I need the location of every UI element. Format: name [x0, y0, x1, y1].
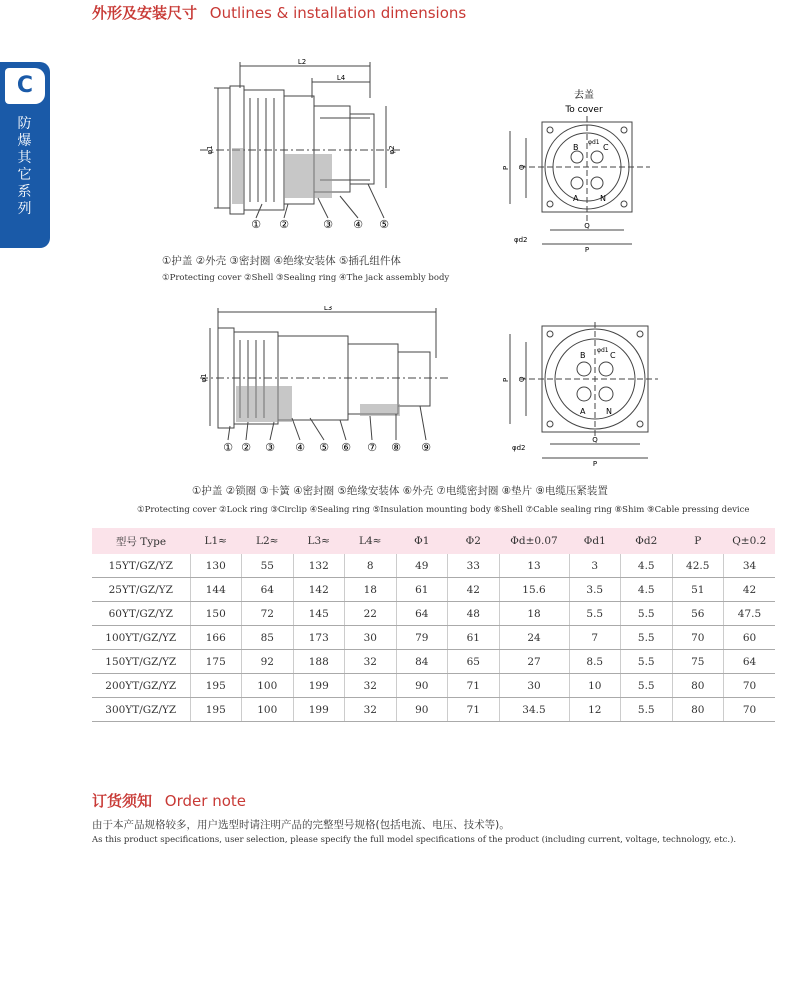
pin2-c: C	[610, 351, 616, 360]
dim-q-vertical: Q	[518, 164, 526, 170]
table-row	[92, 650, 775, 674]
table-cell: 32	[345, 698, 397, 722]
spec-table-body	[92, 554, 775, 722]
header-phi1: Φ1	[396, 528, 448, 554]
table-cell: 34	[724, 554, 776, 578]
dim-label-l2: L2	[297, 58, 307, 66]
table-cell: 18	[499, 602, 569, 626]
table-cell: 100	[242, 674, 294, 698]
table-cell: 175	[190, 650, 242, 674]
table-cell: 33	[448, 554, 500, 578]
table-cell: 173	[293, 626, 345, 650]
category-label	[0, 116, 50, 218]
pin-a: A	[573, 194, 579, 203]
header-p: P	[672, 528, 724, 554]
pin2-n: N	[606, 407, 612, 416]
table-cell: 60YT/GZ/YZ	[92, 602, 190, 626]
table-cell: 27	[499, 650, 569, 674]
header-q: Q±0.2	[724, 528, 776, 554]
dim2-q-horizontal: Q	[592, 436, 598, 444]
table-cell: 5.5	[621, 674, 673, 698]
callout-1: ①	[251, 218, 261, 231]
table-cell: 130	[190, 554, 242, 578]
table-cell: 71	[448, 674, 500, 698]
figure2-caption-en: ①Protecting cover ②Lock ring ③Circlip ④Sealing ring ⑤Insulation mounting body ⑥Shell ⑦Cable sealing ring ⑧Shim ⑨Cable pressing device	[137, 505, 750, 515]
table-cell: 4.5	[621, 554, 673, 578]
table-cell: 48	[448, 602, 500, 626]
table-cell: 80	[672, 698, 724, 722]
table-cell: 150	[190, 602, 242, 626]
dim-label-l3: L3	[323, 306, 333, 312]
dim-p-vertical: P	[502, 165, 510, 170]
table-cell: 42	[724, 578, 776, 602]
pin2-a: A	[580, 407, 586, 416]
header-phi-d1: Φd1	[569, 528, 621, 554]
dim-q-horizontal: Q	[584, 222, 590, 230]
header-phi-d: Φd±0.07	[499, 528, 569, 554]
section-title-cn: 外形及安装尺寸	[92, 4, 198, 22]
dim-label-phi1: φ1	[206, 145, 214, 155]
figure1-caption-en: ①Protecting cover ②Shell ③Sealing ring ④The jack assembly body	[162, 273, 450, 283]
dim2-phi-d1: φd1	[597, 347, 609, 354]
table-cell: 145	[293, 602, 345, 626]
table-cell: 92	[242, 650, 294, 674]
table-cell: 61	[396, 578, 448, 602]
callout-3: ③	[323, 218, 333, 231]
pin-c: C	[603, 143, 609, 152]
table-cell: 25YT/GZ/YZ	[92, 578, 190, 602]
table-cell: 5.5	[621, 626, 673, 650]
table-cell: 5.5	[621, 602, 673, 626]
table-cell: 64	[242, 578, 294, 602]
table-cell: 42.5	[672, 554, 724, 578]
header-type: 型号 Type	[92, 528, 190, 554]
table-cell: 61	[448, 626, 500, 650]
callout2-2: ②	[241, 441, 251, 454]
table-cell: 80	[672, 674, 724, 698]
figure1-caption-cn: ①护盖 ②外壳 ③密封圈 ④绝缘安装体 ⑤插孔组件体	[162, 255, 401, 267]
table-cell: 5.5	[569, 602, 621, 626]
table-cell: 300YT/GZ/YZ	[92, 698, 190, 722]
table-cell: 72	[242, 602, 294, 626]
table-cell: 100YT/GZ/YZ	[92, 626, 190, 650]
table-cell: 64	[724, 650, 776, 674]
table-cell: 85	[242, 626, 294, 650]
table-cell: 60	[724, 626, 776, 650]
dim-label-phi2: φ2	[388, 145, 396, 155]
table-cell: 84	[396, 650, 448, 674]
table-cell: 55	[242, 554, 294, 578]
table-cell: 32	[345, 650, 397, 674]
pin-n: N	[600, 194, 606, 203]
table-cell: 13	[499, 554, 569, 578]
header-phi2: Φ2	[448, 528, 500, 554]
table-cell: 199	[293, 698, 345, 722]
table-cell: 18	[345, 578, 397, 602]
callout-2: ②	[279, 218, 289, 231]
figure2-caption-cn: ①护盖 ②锁圈 ③卡簧 ④密封圈 ⑤绝缘安装体 ⑥外壳 ⑦电缆密封圈 ⑧垫片 ⑨电缆压紧装置	[192, 485, 608, 497]
table-cell: 51	[672, 578, 724, 602]
dim-phi-d1: φd1	[588, 139, 600, 146]
table-cell: 8	[345, 554, 397, 578]
spec-table-header-row	[92, 528, 775, 554]
table-cell: 200YT/GZ/YZ	[92, 674, 190, 698]
table-cell: 188	[293, 650, 345, 674]
table-cell: 56	[672, 602, 724, 626]
table-cell: 64	[396, 602, 448, 626]
table-cell: 10	[569, 674, 621, 698]
section-title	[92, 2, 466, 23]
callout2-1: ①	[223, 441, 233, 454]
table-cell: 195	[190, 698, 242, 722]
dim-label-phi1-2: φ1	[200, 373, 208, 383]
table-row	[92, 602, 775, 626]
order-note-text-cn: 由于本产品规格较多，用户选型时请注明产品的完整型号规格(包括电流、电压、技术等)。	[92, 819, 510, 831]
callout2-5: ⑤	[319, 441, 329, 454]
callout2-3: ③	[265, 441, 275, 454]
order-note-title	[92, 790, 246, 811]
table-cell: 75	[672, 650, 724, 674]
table-cell: 30	[499, 674, 569, 698]
dim-p-horizontal: P	[584, 246, 590, 254]
spec-table	[92, 528, 775, 722]
order-note-title-en: Order note	[164, 792, 246, 810]
table-row	[92, 554, 775, 578]
header-phi-d2: Φd2	[621, 528, 673, 554]
cover-label-cn: 去盖	[574, 90, 594, 101]
table-cell: 142	[293, 578, 345, 602]
dim-label-l4: L4	[336, 74, 346, 82]
order-note-text-en: As this product specifications, user selection, please specify the full model specifications of the product (including current, voltage, technology, etc.).	[92, 835, 737, 845]
table-cell: 71	[448, 698, 500, 722]
callout-4: ④	[353, 218, 363, 231]
pin-b: B	[573, 143, 579, 152]
table-cell: 49	[396, 554, 448, 578]
table-row	[92, 626, 775, 650]
table-cell: 15YT/GZ/YZ	[92, 554, 190, 578]
header-l2: L2≈	[242, 528, 294, 554]
pin2-b: B	[580, 351, 586, 360]
table-cell: 42	[448, 578, 500, 602]
category-side-tab	[0, 62, 50, 248]
table-cell: 7	[569, 626, 621, 650]
table-cell: 166	[190, 626, 242, 650]
header-l3: L3≈	[293, 528, 345, 554]
table-cell: 5.5	[621, 650, 673, 674]
table-cell: 199	[293, 674, 345, 698]
dim2-p-vertical: P	[502, 377, 510, 382]
cover-label-en: To cover	[565, 105, 603, 115]
callout2-9: ⑨	[421, 441, 431, 454]
header-l4: L4≈	[345, 528, 397, 554]
callout-5: ⑤	[379, 218, 389, 231]
table-row	[92, 674, 775, 698]
table-cell: 144	[190, 578, 242, 602]
table-row	[92, 698, 775, 722]
table-cell: 5.5	[621, 698, 673, 722]
table-row	[92, 578, 775, 602]
table-cell: 65	[448, 650, 500, 674]
table-cell: 32	[345, 674, 397, 698]
section-title-en: Outlines & installation dimensions	[209, 4, 467, 22]
table-cell: 47.5	[724, 602, 776, 626]
order-note-title-cn: 订货须知	[92, 792, 153, 810]
table-cell: 30	[345, 626, 397, 650]
table-cell: 79	[396, 626, 448, 650]
table-cell: 3.5	[569, 578, 621, 602]
table-cell: 24	[499, 626, 569, 650]
table-cell: 100	[242, 698, 294, 722]
callout2-4: ④	[295, 441, 305, 454]
connector-side-view-2	[200, 306, 450, 458]
dim-phi-d2: φd2	[514, 236, 528, 244]
dim2-p-horizontal: P	[592, 460, 598, 468]
table-cell: 195	[190, 674, 242, 698]
callout2-6: ⑥	[341, 441, 351, 454]
table-cell: 70	[724, 698, 776, 722]
category-letter: C	[5, 68, 45, 104]
table-cell: 90	[396, 698, 448, 722]
table-cell: 34.5	[499, 698, 569, 722]
table-cell: 3	[569, 554, 621, 578]
dim2-phi-d2: φd2	[512, 444, 526, 452]
connector-front-view-2	[500, 322, 660, 468]
connector-front-view-1	[500, 86, 660, 256]
table-cell: 8.5	[569, 650, 621, 674]
table-cell: 70	[724, 674, 776, 698]
connector-side-view-1	[200, 58, 410, 243]
callout2-8: ⑧	[391, 441, 401, 454]
table-cell: 4.5	[621, 578, 673, 602]
callout2-7: ⑦	[367, 441, 377, 454]
header-l1: L1≈	[190, 528, 242, 554]
table-cell: 22	[345, 602, 397, 626]
table-cell: 12	[569, 698, 621, 722]
table-cell: 150YT/GZ/YZ	[92, 650, 190, 674]
table-cell: 132	[293, 554, 345, 578]
dim2-q-vertical: Q	[518, 376, 526, 382]
table-cell: 70	[672, 626, 724, 650]
table-cell: 15.6	[499, 578, 569, 602]
category-label-text: 防爆其它系列	[17, 116, 33, 217]
table-cell: 90	[396, 674, 448, 698]
